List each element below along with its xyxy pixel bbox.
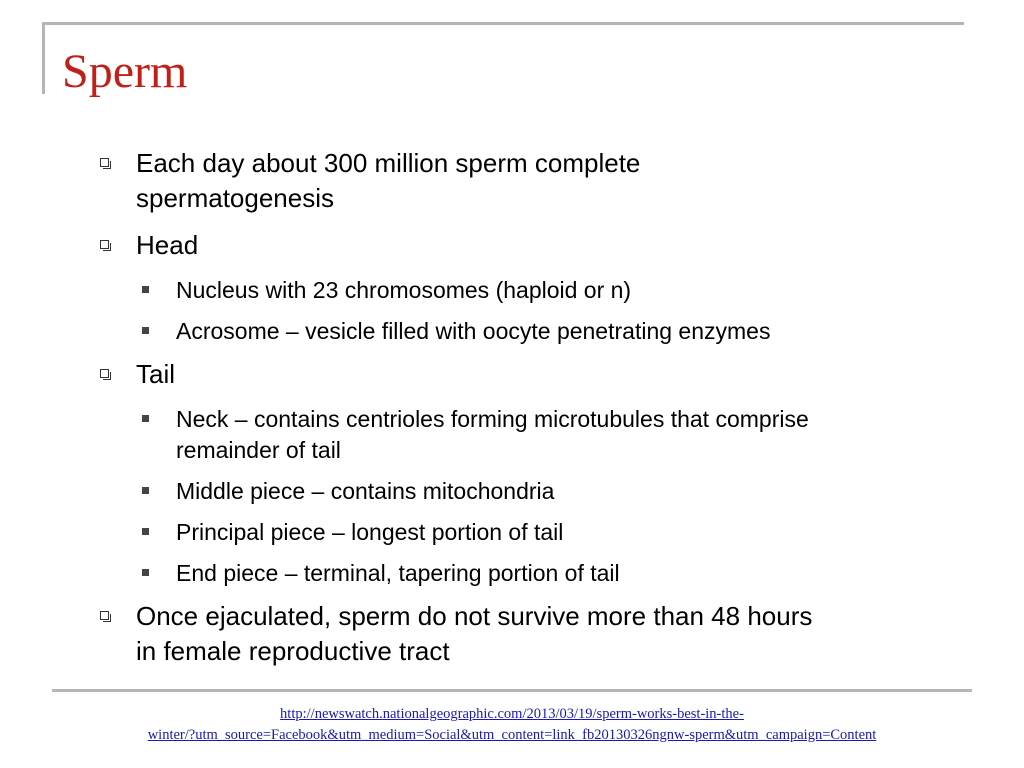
filled-square-bullet-icon (142, 286, 149, 293)
bullet-item (100, 146, 990, 216)
filled-square-bullet-icon (142, 528, 149, 535)
filled-square-bullet-icon (142, 487, 149, 494)
source-link-line1[interactable]: http://newswatch.nationalgeographic.com/2013/03/19/sperm-works-best-in-the- (280, 706, 744, 722)
sub-bullet-text: remainder of tail (176, 437, 341, 463)
sub-bullet-item (100, 316, 990, 347)
bullet-text: in female reproductive tract (136, 636, 450, 666)
bullet-item (100, 228, 990, 263)
bullet-list (100, 146, 990, 681)
sub-bullet-item (100, 404, 990, 466)
bullet-item (100, 357, 990, 392)
sub-bullet-text: Principal piece – longest portion of tail (176, 519, 564, 545)
bullet-text: Tail (136, 359, 176, 389)
slide-title: Sperm (62, 45, 188, 98)
bullet-text: spermatogenesis (136, 183, 334, 213)
filled-square-bullet-icon (142, 415, 149, 422)
sub-bullet-item (100, 517, 990, 548)
sub-bullet-item (100, 275, 990, 306)
frame-top-rule (42, 22, 964, 25)
source-footer (40, 704, 984, 746)
source-link[interactable] (148, 706, 877, 743)
sub-bullet-text: Neck – contains centrioles forming microtubules that comprise (176, 406, 809, 432)
square-bullet-icon (100, 240, 109, 249)
frame-left-rule (42, 22, 45, 94)
sub-bullet-text: End piece – terminal, tapering portion of tail (176, 560, 620, 586)
sub-bullet-item (100, 558, 990, 589)
footer-separator (52, 689, 972, 692)
bullet-text: Each day about 300 million sperm complete (136, 148, 641, 178)
square-bullet-icon (100, 611, 109, 620)
source-link-line2[interactable]: winter/?utm_source=Facebook&utm_medium=Social&utm_content=link_fb20130326ngnw-sperm&utm_campaign=Content (147, 727, 877, 743)
bullet-item (100, 599, 990, 669)
square-bullet-icon (100, 369, 109, 378)
bullet-text: Once ejaculated, sperm do not survive more than 48 hours (136, 601, 813, 631)
bullet-text: Head (136, 230, 199, 260)
filled-square-bullet-icon (142, 569, 149, 576)
filled-square-bullet-icon (142, 327, 149, 334)
sub-bullet-text: Middle piece – contains mitochondria (176, 478, 555, 504)
sub-bullet-item (100, 476, 990, 507)
square-bullet-icon (100, 158, 109, 167)
sub-bullet-text: Acrosome – vesicle filled with oocyte penetrating enzymes (176, 318, 771, 344)
sub-bullet-text: Nucleus with 23 chromosomes (haploid or n) (176, 277, 632, 303)
